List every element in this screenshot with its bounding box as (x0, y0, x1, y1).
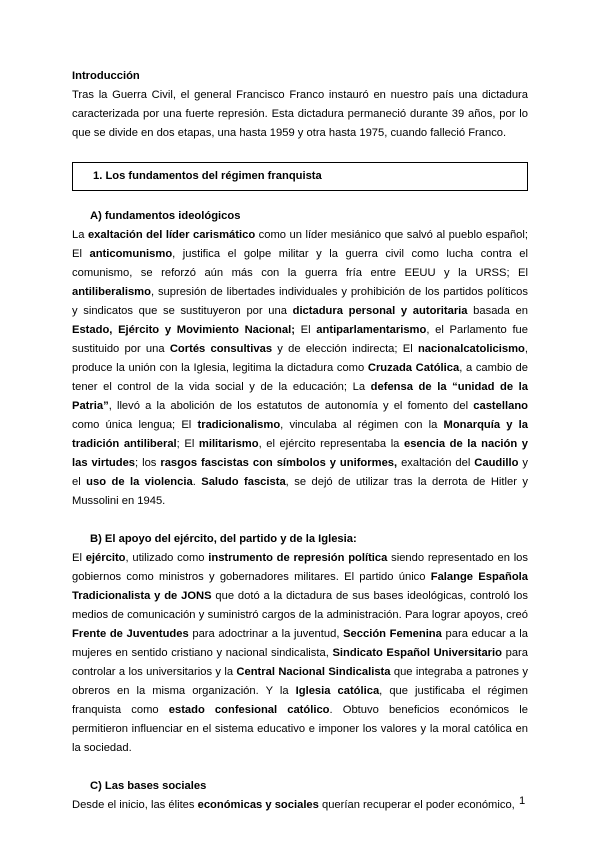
bold-term: Sección Femenina (343, 628, 442, 640)
bold-term: exaltación del líder carismático (87, 229, 256, 241)
bold-term: antiparlamentarismo (316, 324, 427, 336)
bold-term: Iglesia católica (295, 685, 380, 697)
bold-term: uso de la violencia (86, 476, 193, 488)
section-1-title: 1. Los fundamentos del régimen franquista (93, 170, 322, 182)
subsection-a-heading: A) fundamentos ideológicos (90, 210, 241, 222)
text-run: para educar a la mujeres en sentido cristiano y nacional sindicalista, (72, 628, 528, 659)
text-run: basada en (467, 305, 528, 317)
bold-term: militarismo (198, 438, 259, 450)
bold-term: rasgos fascistas con símbolos y uniformes, (160, 457, 398, 469)
bold-term: estado confesional católico (168, 704, 330, 716)
bold-term: antiliberalismo (72, 286, 151, 298)
page-number: 1 (519, 795, 526, 807)
bold-term: Frente de Juventudes (72, 628, 189, 640)
bold-term: Estado, Ejército y Movimiento Nacional; (72, 324, 295, 336)
bold-term: Saludo fascista (201, 476, 286, 488)
bold-term: tradicionalismo (197, 419, 281, 431)
text-run: Desde el inicio, las élites (72, 799, 198, 811)
text-run: como un líder mesiánico que salvó al pueblo español; El (72, 229, 528, 260)
bold-term: anticomunismo (89, 248, 173, 260)
text-run: El (294, 324, 317, 336)
bold-term: castellano (473, 400, 528, 412)
text-run: ; El (176, 438, 199, 450)
subsection-c-heading: C) Las bases sociales (90, 780, 207, 792)
text-run: , que justificaba el régimen franquista como (72, 685, 528, 716)
bold-term: Caudillo (474, 457, 519, 469)
text-run: que dotó a la dictadura de sus bases ideológicas, controló los medios de comunicación y suministró cargos de la administración. Para lograr apoyos, creó (72, 590, 528, 621)
text-run: ; los (135, 457, 161, 469)
bold-term: Monarquía y la tradición antiliberal (72, 419, 528, 450)
text-run: , llevó a la abolición de los estatutos de autonomía y el fomento del (108, 400, 474, 412)
bold-term: instrumento de represión política (208, 552, 388, 564)
bold-term: Sindicato Español Universitario (332, 647, 502, 659)
bold-term: Falange Española Tradicionalista y de JONS (72, 571, 529, 602)
text-run: , supresión de libertades individuales y prohibición de los partidos políticos y sindicatos que se sustituyeron por una (72, 286, 528, 317)
subsection-a-paragraph (72, 226, 528, 511)
text-run: querían recuperar el poder económico, (318, 799, 515, 811)
subsection-b-paragraph (72, 549, 528, 758)
text-run: que integraba a patrones y obreros en la misma organización. Y la (72, 666, 528, 697)
text-run: . Obtuvo beneficios económicos le permitieron influenciar en el sistema educativo e imponer los valores y la moral católica en la sociedad. (72, 704, 528, 754)
subsection-b-heading: B) El apoyo del ejército, del partido y de la Iglesia: (90, 533, 357, 545)
text-run: , justifica el golpe militar y la guerra civil como lucha contra el comunismo, se reforzó aún más con la guerra fría entre EEUU y la URSS; El (72, 248, 529, 279)
section-1-title-box (72, 162, 528, 191)
bold-term: Central Nacional Sindicalista (236, 666, 391, 678)
text-run: y el (72, 457, 528, 488)
text-run: , vinculaba al régimen con la (280, 419, 444, 431)
bold-term: esencia de la nación y las virtudes (72, 438, 529, 469)
text-run: y de elección indirecta; El (272, 343, 418, 355)
text-run: , el Parlamento fue sustituido por una (72, 324, 529, 355)
text-run: El (72, 552, 86, 564)
bold-term: económicas y sociales (197, 799, 319, 811)
text-run: como única lengua; El (72, 419, 198, 431)
bold-term: Cruzada Católica (367, 362, 460, 374)
text-run: . (192, 476, 202, 488)
text-run: La (72, 229, 88, 241)
bold-term: ejército (85, 552, 126, 564)
text-run: para controlar a los universitarios y la (72, 647, 528, 678)
text-run: , produce la unión con la Iglesia, legitima la dictadura como (72, 343, 528, 374)
text-run: , se dejó de utilizar tras la derrota de Hitler y Mussolini en 1945. (72, 476, 528, 507)
text-run: para adoctrinar a la juventud, (188, 628, 344, 640)
text-run: , utilizado como (125, 552, 209, 564)
intro-paragraph: Tras la Guerra Civil, el general Francisco Franco instauró en nuestro país una dictadura caracterizada por una fuerte represión. Esta dictadura permaneció durante 39 años, por lo que se divide en dos etapas, una hasta 1959 y otra hasta 1975, cuando falleció Franco. (72, 89, 528, 139)
bold-term: defensa de la “unidad de la Patria” (72, 381, 529, 412)
text-run: exaltación del (397, 457, 475, 469)
text-run: , a cambio de tener el control de la vida social y de la educación; La (72, 362, 528, 393)
bold-term: nacionalcatolicismo (417, 343, 525, 355)
subsection-c-paragraph (72, 796, 528, 815)
text-run: , el ejército representaba la (258, 438, 404, 450)
bold-term: dictadura personal y autoritaria (292, 305, 468, 317)
bold-term: Cortés consultivas (169, 343, 273, 355)
intro-heading: Introducción (72, 70, 140, 82)
text-run: siendo representado en los gobiernos como ministros y gobernadores militares. El partido único (72, 552, 528, 583)
page-content (72, 67, 528, 815)
